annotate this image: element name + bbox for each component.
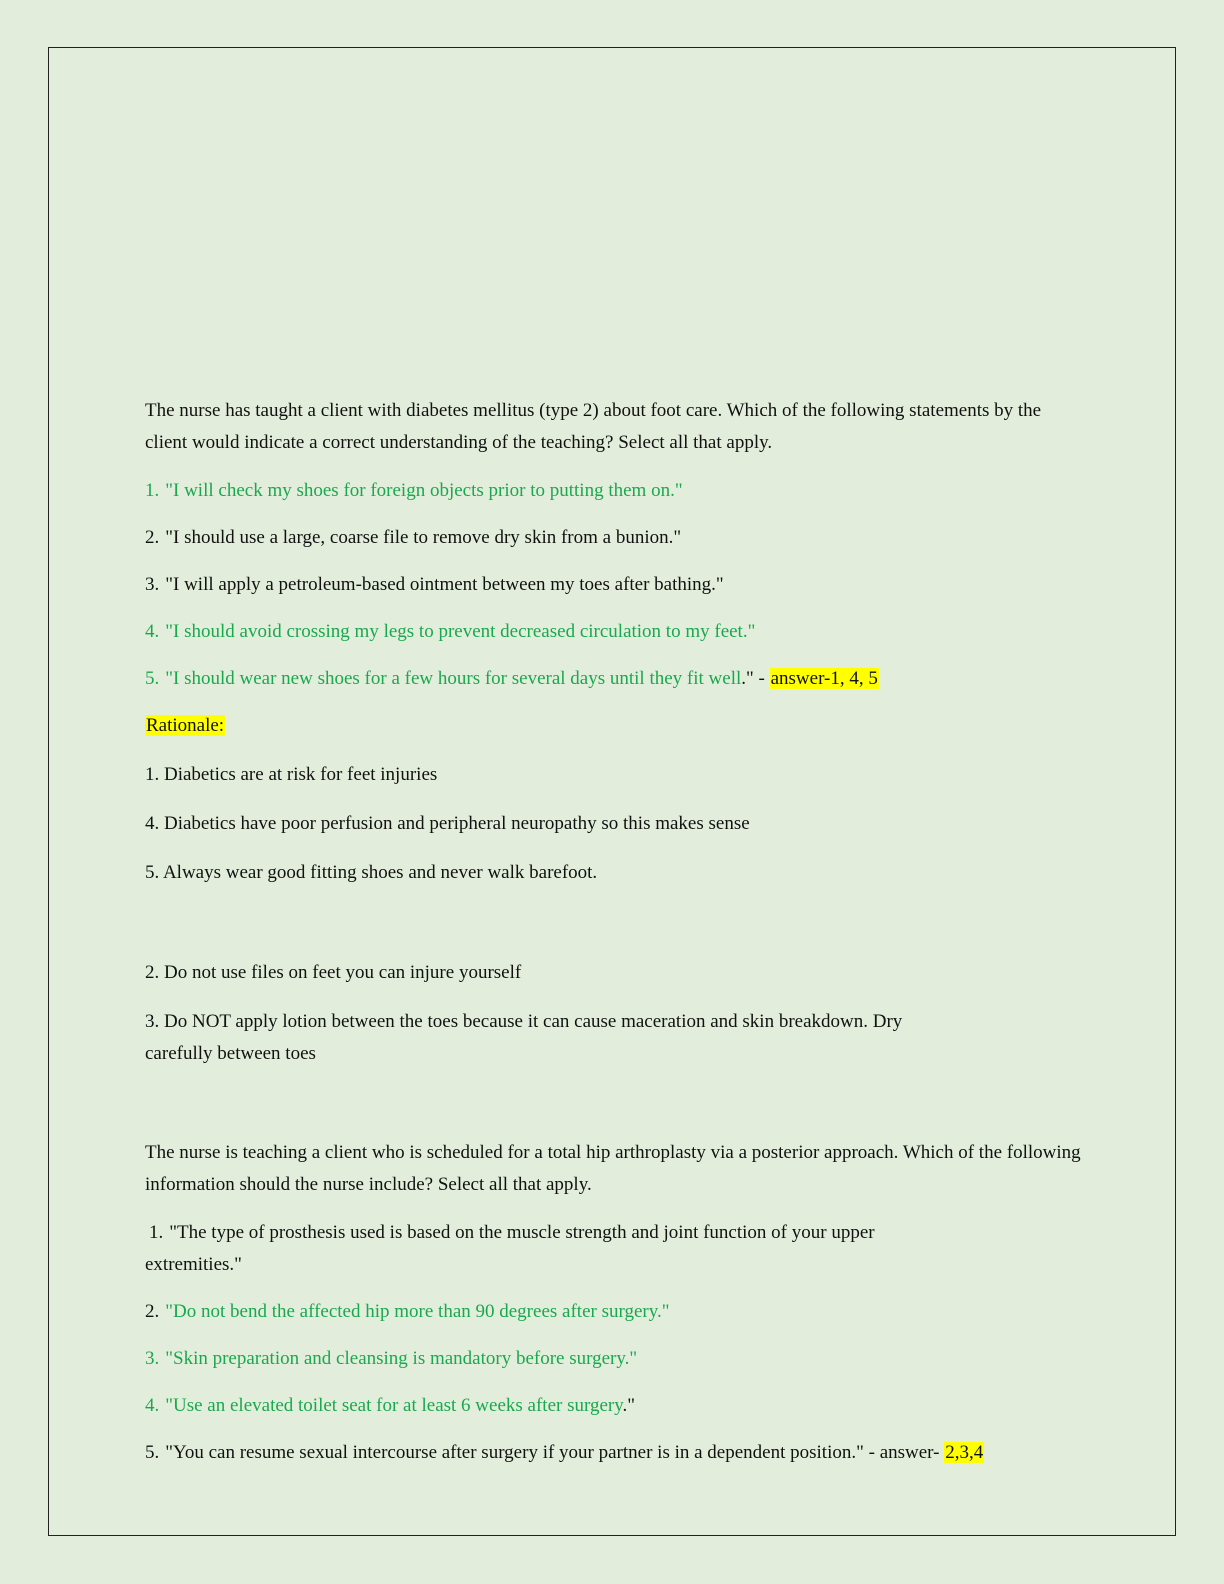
q2-option-4 bbox=[145, 1390, 1085, 1422]
option-text: "Use an elevated toilet seat for at least 6 weeks after surgery bbox=[165, 1395, 623, 1416]
option-text: "You can resume sexual intercourse after surgery if your partner is in a dependent position." - answer- bbox=[165, 1442, 945, 1463]
option-number: 1. bbox=[145, 480, 160, 501]
answer-highlight: answer-1, 4, 5 bbox=[770, 668, 878, 689]
document-body bbox=[145, 395, 1085, 1484]
q1-option-2 bbox=[145, 522, 1085, 554]
rationale-item: 4. Diabetics have poor perfusion and peripheral neuropathy so this makes sense bbox=[145, 813, 750, 834]
spacer bbox=[145, 1087, 1085, 1137]
q2-option-2 bbox=[145, 1296, 1085, 1328]
option-number: 4. bbox=[145, 621, 160, 642]
option-number: 2. bbox=[145, 527, 160, 548]
q2-option-1 bbox=[145, 1217, 945, 1281]
rationale-heading bbox=[145, 710, 1085, 742]
option-text: "I will apply a petroleum-based ointment between my toes after bathing." bbox=[165, 574, 724, 595]
option-text: "The type of prosthesis used is based on the muscle strength and joint function of your upper extremities." bbox=[145, 1222, 875, 1275]
rationale-item: 2. Do not use files on feet you can injure yourself bbox=[145, 962, 522, 983]
option-text: "I should avoid crossing my legs to prevent decreased circulation to my feet." bbox=[165, 621, 756, 642]
option-number: 3. bbox=[145, 574, 160, 595]
rationale-item: 3. Do NOT apply lotion between the toes because it can cause maceration and skin breakdown. Dry carefully between toes bbox=[145, 1011, 903, 1064]
answer-highlight: 2,3,4 bbox=[945, 1442, 984, 1463]
option-number: 2. bbox=[145, 1301, 160, 1322]
q1-option-4 bbox=[145, 616, 1085, 648]
option-number: 5. bbox=[145, 1442, 160, 1463]
option-number: 5. bbox=[145, 668, 160, 689]
option-number: 4. bbox=[145, 1395, 160, 1416]
option-suffix: ." bbox=[622, 1395, 635, 1416]
q1-option-5 bbox=[145, 663, 1085, 695]
q2-option-3 bbox=[145, 1343, 1085, 1375]
rationale-label: Rationale: bbox=[146, 715, 225, 736]
option-text: "Skin preparation and cleansing is mandatory before surgery." bbox=[165, 1348, 638, 1369]
option-number: 3. bbox=[145, 1348, 160, 1369]
option-text: "I should use a large, coarse file to remove dry skin from a bunion." bbox=[165, 527, 682, 548]
option-text: "I should wear new shoes for a few hours for several days until they fit well bbox=[165, 668, 742, 689]
option-text: "I will check my shoes for foreign objects prior to putting them on." bbox=[165, 480, 683, 501]
question-1-stem: The nurse has taught a client with diabetes mellitus (type 2) about foot care. Which of the following statements by the client would indicate a correct understanding of the teaching? Select all that apply. bbox=[145, 400, 1042, 453]
q1-option-3 bbox=[145, 569, 1085, 601]
q2-option-5 bbox=[145, 1437, 1085, 1469]
option-suffix: ." - bbox=[741, 668, 770, 689]
spacer bbox=[145, 906, 1085, 957]
option-number: 1. bbox=[149, 1222, 164, 1243]
question-2-stem: The nurse is teaching a client who is scheduled for a total hip arthroplasty via a posterior approach. Which of the following information should the nurse include? Select all that apply. bbox=[145, 1142, 1081, 1195]
option-text: "Do not bend the affected hip more than 90 degrees after surgery." bbox=[165, 1301, 670, 1322]
q1-option-1 bbox=[145, 475, 1085, 507]
rationale-item: 5. Always wear good fitting shoes and never walk barefoot. bbox=[145, 862, 598, 883]
rationale-item: 1. Diabetics are at risk for feet injuries bbox=[145, 764, 438, 785]
